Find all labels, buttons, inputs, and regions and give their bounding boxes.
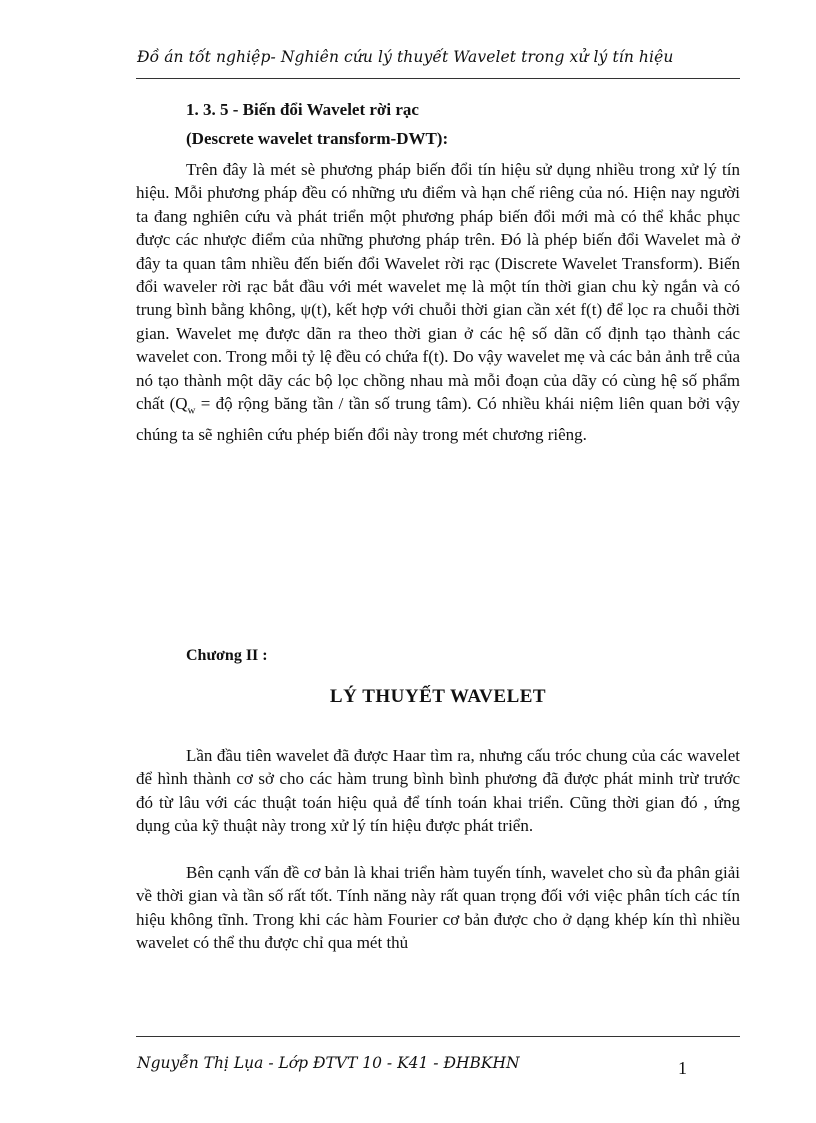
chapter-label: Chương II : xyxy=(186,647,268,664)
running-footer: Nguyễn Thị Lụa - Lớp ĐTVT 10 - K41 - ĐHBKHN xyxy=(137,1054,520,1072)
section-paragraph xyxy=(136,158,740,446)
section-paragraph-text-a: Trên đây là mét sè phương pháp biến đổi tín hiệu sử dụng nhiều trong xử lý tín hiệu. Mỗi phương pháp đều có những ưu điểm và hạn chế riêng của nó. Hiện nay người ta đang nghiên cứu và phát triển một phương pháp biến đổi mới mà có thể khắc phục được các nhược điểm của những phương pháp trên. Đó là phép biến đổi Wavelet mà ở đây ta quan tâm nhiều đến biến đổi Wavelet rời rạc (Discrete Wavelet Transform). Biến đổi waveler rời rạc bắt đầu với mét wavelet mẹ là một tín thời gian chu kỳ ngắn và có trung bình bằng không, ψ(t), kết hợp với chuỗi thời gian cần xét f(t) để lọc ra chuỗi thời gian. Wavelet mẹ được dãn ra theo thời gian ở các hệ số dãn cố định tạo thành các wavelet con. Trong mỗi tỷ lệ đều có chứa f(t). Do vậy wavelet mẹ và các bản ảnh trễ của nó tạo thành một dãy các bộ lọc chồng nhau mà mỗi đoạn của dãy có cùng hệ số phẩm chất (Q xyxy=(136,160,740,414)
chapter-paragraph-1: Lần đầu tiên wavelet đã được Haar tìm ra, nhưng cấu tróc chung của các wavelet để hình thành cơ sở cho các hàm trung bình bình phương đã được phát minh trừ trước đó từ lâu với các thuật toán hiệu quả để tính toán khai triển. Cũng thời gian đó , ứng dụng của kỹ thuật này trong xử lý tín hiệu được phát triển. xyxy=(136,746,740,836)
section-heading: 1. 3. 5 - Biến đổi Wavelet rời rạc xyxy=(186,100,419,119)
header-rule xyxy=(136,78,740,79)
q-subscript: w xyxy=(187,404,196,417)
page-number: 1 xyxy=(678,1058,687,1078)
chapter-paragraph-2: Bên cạnh vấn đề cơ bản là khai triển hàm tuyến tính, wavelet cho sù đa phân giải về thời gian và tần số rất tốt. Tính năng này rất quan trọng đối với việc phân tích các tín hiệu không tĩnh. Trong khi các hàm Fourier cơ bản được cho ở dạng khép kín thì nhiều wavelet có thể thu được chỉ qua mét thủ xyxy=(136,863,740,953)
section-paragraph-text-b: = độ rộng băng tần / tần số trung tâm). Có nhiều khái niệm liên quan bởi vậy chúng ta sẽ nghiên cứu phép biến đổi này trong mét chương riêng. xyxy=(136,394,740,444)
running-header: Đồ án tốt nghiệp- Nghiên cứu lý thuyết Wavelet trong xử lý tín hiệu xyxy=(137,48,674,66)
footer-rule xyxy=(136,1036,740,1037)
section-subheading: (Descrete wavelet transform-DWT): xyxy=(186,129,449,148)
chapter-title: LÝ THUYẾT WAVELET xyxy=(329,686,547,707)
